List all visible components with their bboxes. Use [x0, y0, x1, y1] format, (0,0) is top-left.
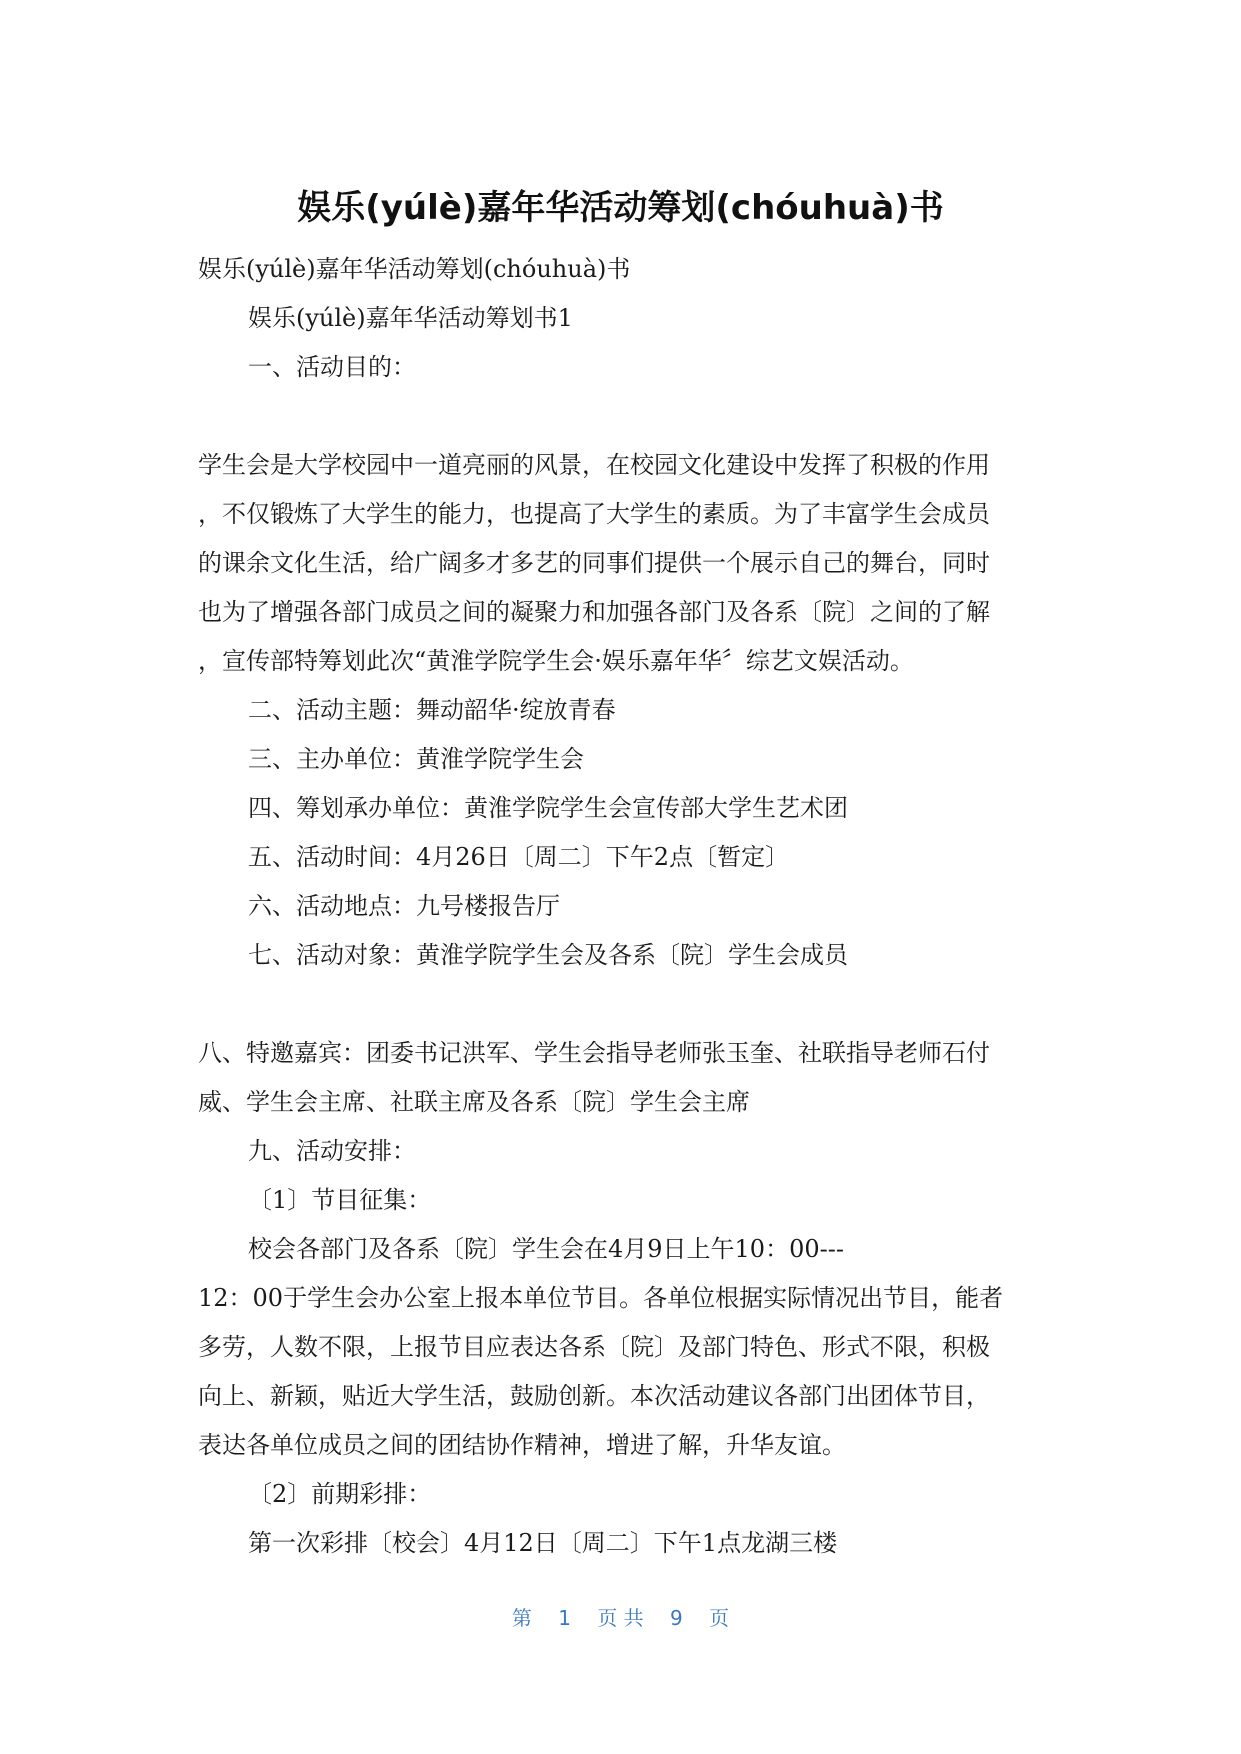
section-undertaker: 四、筹划承办单位：黄淮学院学生会宣传部大学生艺术团 — [248, 794, 848, 822]
guest-line: 八、特邀嘉宾：团委书记洪军、学生会指导老师张玉奎、社联指导老师石付 — [198, 1039, 990, 1067]
purpose-line: ，不仅锻炼了大学生的能力，也提高了大学生的素质。为了丰富学生会成员 — [198, 500, 990, 528]
section-arrangement-heading: 九、活动安排： — [248, 1137, 416, 1165]
section-location: 六、活动地点：九号楼报告厅 — [248, 892, 560, 920]
section-purpose-heading: 一、活动目的： — [248, 353, 416, 381]
purpose-line: 也为了增强各部门成员之间的凝聚力和加强各部门及各系〔院〕之间的了解 — [198, 598, 990, 626]
footer-middle: 页 共 — [597, 1606, 644, 1630]
footer-prefix: 第 — [511, 1606, 532, 1630]
purpose-line: 的课余文化生活，给广阔多才多艺的同事们提供一个展示自己的舞台，同时 — [198, 549, 990, 577]
section-theme: 二、活动主题：舞动韶华·绽放青春 — [248, 696, 616, 724]
purpose-line: ，宣传部特筹划此次“黄淮学院学生会·娱乐嘉年华〞综艺文娱活动。 — [198, 647, 914, 675]
item-rehearsal: 〔2〕前期彩排： — [248, 1480, 432, 1508]
collection-line: 12：00于学生会办公室上报本单位节目。各单位根据实际情况出节目，能者 — [198, 1284, 1004, 1312]
item-program-collection: 〔1〕节目征集： — [248, 1186, 432, 1214]
section-time: 五、活动时间：4月26日〔周二〕下午2点〔暂定〕 — [248, 843, 790, 871]
collection-line: 校会各部门及各系〔院〕学生会在4月9日上午10：00--- — [248, 1235, 844, 1263]
section-organizer: 三、主办单位：黄淮学院学生会 — [248, 745, 584, 773]
footer-current-page: 1 — [558, 1606, 571, 1630]
footer-suffix: 页 — [709, 1606, 730, 1630]
page-footer — [0, 1604, 1241, 1632]
document-subtitle: 娱乐(yúlè)嘉年华活动筹划(chóuhuà)书 — [198, 255, 631, 283]
guest-line: 威、学生会主席、社联主席及各系〔院〕学生会主席 — [198, 1088, 750, 1116]
footer-total-pages: 9 — [670, 1606, 683, 1630]
purpose-line: 学生会是大学校园中一道亮丽的风景，在校园文化建设中发挥了积极的作用 — [198, 451, 990, 479]
collection-line: 向上、新颖，贴近大学生活，鼓励创新。本次活动建议各部门出团体节目， — [198, 1382, 990, 1410]
rehearsal-line: 第一次彩排〔校会〕4月12日〔周二〕下午1点龙湖三楼 — [248, 1529, 838, 1557]
plan-heading: 娱乐(yúlè)嘉年华活动筹划书1 — [248, 304, 573, 332]
collection-line: 多劳，人数不限，上报节目应表达各系〔院〕及部门特色、形式不限，积极 — [198, 1333, 990, 1361]
section-audience: 七、活动对象：黄淮学院学生会及各系〔院〕学生会成员 — [248, 941, 848, 969]
document-title: 娱乐(yúlè)嘉年华活动筹划(chóuhuà)书 — [297, 188, 944, 228]
collection-line: 表达各单位成员之间的团结协作精神，增进了解，升华友谊。 — [198, 1431, 846, 1459]
